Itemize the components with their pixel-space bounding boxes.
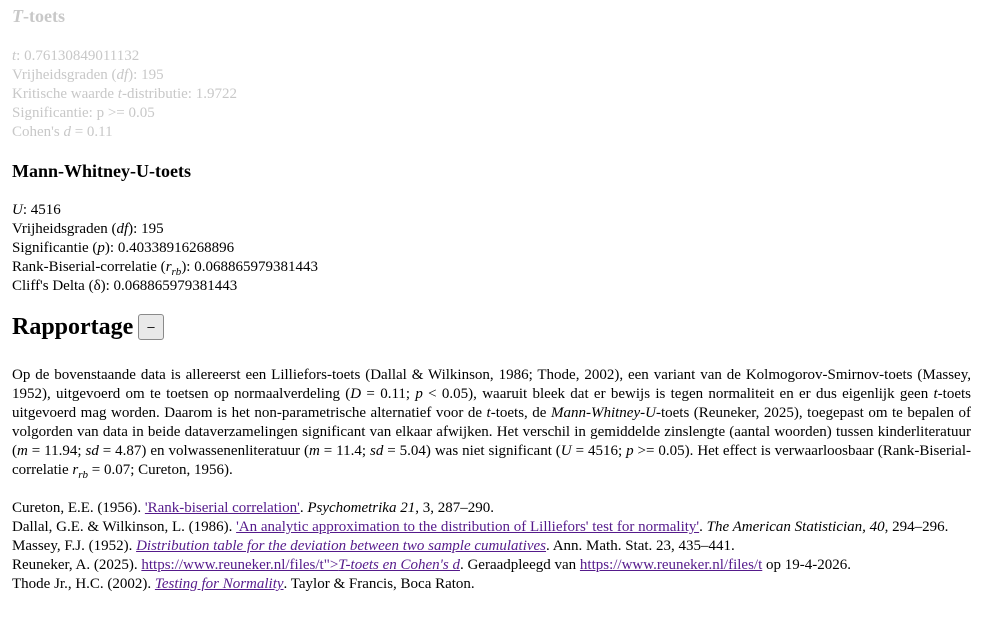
reference-dallal: Dallal, G.E. & Wilkinson, L. (1986). 'An analytic approximation to the distribution of Lilliefors' test for normality'. The American Statistician, 40, 294–296.: [12, 519, 949, 535]
mw-cliffs-delta: Cliff's Delta (δ): 0.068865979381443: [12, 278, 238, 294]
ttest-df: Vrijheidsgraden (df): 195: [12, 67, 164, 83]
mw-rank-biserial: Rank-Biserial-correlatie $(r_{rb})$: 0.068865979381443: [12, 259, 318, 278]
mw-u-stat: U: 4516: [12, 202, 61, 218]
ttest-critical-value: Kritische waarde t-distributie: 1.9722: [12, 86, 237, 102]
ttest-cohens-d: Cohen's d = 0.11: [12, 124, 113, 140]
references: [12, 499, 971, 594]
mw-df: Vrijheidsgraden (df): 195: [12, 221, 164, 237]
report-heading: [12, 312, 971, 342]
reference-link[interactable]: https://www.reuneker.nl/files/t">T-toets en Cohen's d: [141, 557, 460, 573]
reference-url-link[interactable]: https://www.reuneker.nl/files/t: [579, 557, 763, 573]
ttest-significance: Significantie: p >= 0.05: [12, 105, 155, 121]
reference-link[interactable]: 'An analytic approximation to the distribution of Lilliefors' test for normality': [236, 519, 700, 535]
mann-whitney-section: [12, 160, 971, 296]
mw-significance: Significantie (p): 0.40338916268896: [12, 240, 235, 256]
ttest-t-stat: t: 0.76130849011132: [12, 48, 140, 64]
ttest-section: [12, 0, 971, 142]
report-paragraph: Op de bovenstaande data is allereerst een Lilliefors-toets (Dallal & Wilkinson, 1986; Thode, 2002), een variant van de Kolmogorov-Smirnov-toets (Massey, 1952), uitgevoerd om te toetsen op normaalverdeling (D = 0.11; p < 0.05), waaruit bleek dat er bewijs is tegen normaliteit en er dus eigenlijk geen t-toets uitgevoerd mag worden. Daarom is het non-parametrische alternatief voor de t-toets, de Mann-Whitney-U-toets (Reuneker, 2025), toegepast om te bepalen of volgorden van data in beide dataverzamelingen significant van elkaar afwijken. Het verschil in gemiddelde zinslengte (aantal woorden) tussen kinderliteratuur (m = 11.94; sd = 4.87) en volwassenenliteratuur (m = 11.4; sd = 5.04) was niet significant (U = 4516; p >= 0.05). Het effect is verwaarloosbaar (Rank-Biserial-correlatie $r_{rb} = 0.07$; Cureton, 1956).: [12, 367, 972, 481]
reference-link[interactable]: Testing for Normality: [154, 576, 284, 592]
reference-link[interactable]: Distribution table for the deviation between two sample cumulatives: [136, 538, 547, 554]
mann-whitney-title: Mann-Whitney-U-toets: [12, 161, 191, 181]
ttest-title: T-toets: [12, 6, 65, 26]
collapse-toggle-button[interactable]: –: [138, 314, 163, 340]
reference-massey: Massey, F.J. (1952). Distribution table for the deviation between two sample cumulatives. Ann. Math. Stat. 23, 435–441.: [12, 538, 735, 554]
report-heading-text: Rapportage: [12, 314, 134, 340]
reference-cureton: Cureton, E.E. (1956). 'Rank-biserial correlation'. Psychometrika 21, 3, 287–290.: [12, 500, 494, 516]
reference-link[interactable]: 'Rank-biserial correlation': [144, 500, 300, 516]
reference-thode: Thode Jr., H.C. (2002). Testing for Normality. Taylor & Francis, Boca Raton.: [12, 576, 475, 592]
reference-reuneker: Reuneker, A. (2025). https://www.reuneker.nl/files/t">T-toets en Cohen's d. Geraadpleegd van https://www.reuneker.nl/files/t op 19-4-2026.: [12, 557, 852, 573]
